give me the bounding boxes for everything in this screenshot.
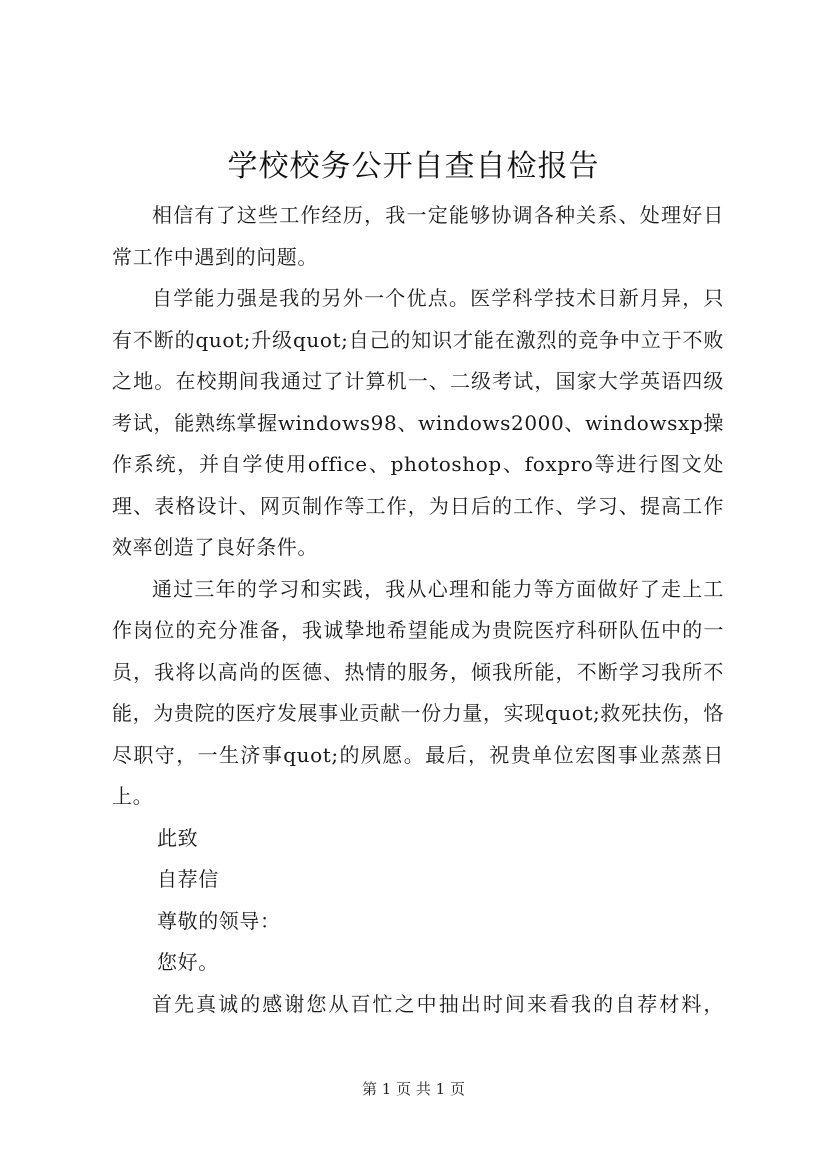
- paragraph-preparation: 通过三年的学习和实践，我从心理和能力等方面做好了走上工作岗位的充分准备，我诚挚地希望能成为贵院医疗科研队伍中的一员，我将以高尚的医德、热情的服务，倾我所能，不断学习我所不能，为贵院的医疗发展事业贡献一份力量，实现quot;救死扶伤，恪尽职守，一生济事quot;的夙愿。最后，祝贵单位宏图事业蒸蒸日上。: [112, 576, 724, 808]
- salutation-line: 此致: [157, 825, 199, 850]
- paragraph-thanks: 首先真诚的感谢您从百忙之中抽出时间来看我的自荐材料，: [152, 991, 724, 1016]
- greeting-recipient: 尊敬的领导：: [157, 908, 281, 933]
- paragraph-self-study: 自学能力强是我的另外一个优点。医学科学技术日新月异，只有不断的quot;升级quot;自己的知识才能在激烈的竞争中立于不败之地。在校期间我通过了计算机一、二级考试，国家大学英语四级考试，能熟练掌握windows98、windows2000、windowsxp操作系统，并自学使用office、photoshop、foxpro等进行图文处理、表格设计、网页制作等工作，为日后的工作、学习、提高工作效率创造了良好条件。: [112, 286, 724, 559]
- paragraph-experience: 相信有了这些工作经历，我一定能够协调各种关系、处理好日常工作中遇到的问题。: [112, 203, 724, 269]
- document-body: [112, 195, 724, 1025]
- greeting-hello: 您好。: [157, 950, 219, 974]
- document-title: 学校校务公开自查自检报告: [227, 149, 600, 184]
- subject-line: 自荐信: [157, 867, 219, 891]
- page-number-footer: 第 1 页 共 1 页: [362, 1080, 465, 1098]
